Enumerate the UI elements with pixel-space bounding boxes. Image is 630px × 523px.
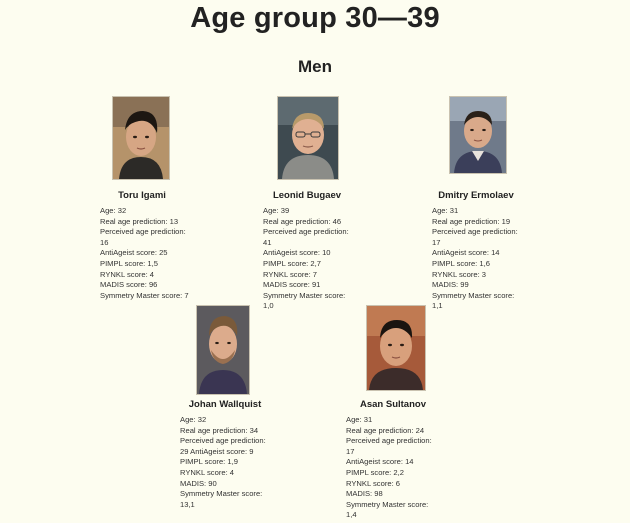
- portrait-photo: [196, 305, 250, 395]
- stat-line: Real age prediction: 46: [263, 216, 342, 226]
- stat-line: MADIS: 90: [180, 478, 217, 488]
- stat-line: RYNKL score: 4: [100, 269, 155, 279]
- stat-line: Real age prediction: 19: [432, 216, 511, 226]
- portrait-photo: [366, 305, 426, 391]
- stat-line: PIMPL score: 2,2: [346, 467, 404, 477]
- stat-line: Age: 31: [432, 206, 459, 215]
- person-stats: [432, 206, 524, 312]
- stat-line: Symmetry Master score: 13,1: [180, 489, 263, 509]
- page-title: Age group 30—39: [190, 2, 440, 34]
- portrait-photo: [449, 96, 507, 174]
- stat-line: Perceived age prediction: 29 AntiAgeist score: 9: [180, 436, 266, 456]
- stat-line: Real age prediction: 34: [180, 425, 259, 435]
- stat-line: MADIS: 99: [432, 280, 469, 290]
- person-name: Dmitry Ermolaev: [438, 190, 514, 201]
- stat-line: Symmetry Master score: 7: [100, 290, 189, 300]
- stat-line: Age: 31: [346, 415, 373, 424]
- stat-line: PIMPL score: 1,5: [100, 258, 158, 268]
- stat-line: Perceived age prediction: 17: [346, 436, 432, 456]
- person-name: Johan Wallquist: [188, 399, 262, 410]
- stat-line: Age: 39: [263, 206, 290, 215]
- stat-line: Real age prediction: 13: [100, 216, 179, 226]
- stat-line: RYNKL score: 4: [180, 467, 235, 477]
- stat-line: RYNKL score: 6: [346, 478, 401, 488]
- stat-line: Perceived age prediction: 41: [263, 227, 349, 247]
- portrait-photo: [112, 96, 170, 180]
- stat-line: Symmetry Master score: 1,4: [346, 499, 429, 520]
- stat-line: AntiAgeist score: 14: [346, 457, 414, 467]
- stat-line: Symmetry Master score: 1,1: [432, 290, 515, 311]
- stat-line: MADIS: 98: [346, 489, 383, 499]
- stat-line: Perceived age prediction: 17: [432, 227, 518, 247]
- stat-line: Age: 32: [180, 415, 207, 424]
- stat-line: Real age prediction: 24: [346, 425, 425, 435]
- stat-line: AntiAgeist score: 10: [263, 248, 331, 258]
- person-stats: [346, 415, 438, 521]
- person-name: Asan Sultanov: [360, 399, 426, 410]
- person-stats: [180, 415, 272, 510]
- stat-line: AntiAgeist score: 14: [432, 248, 500, 258]
- stat-line: AntiAgeist score: 25: [100, 248, 168, 258]
- person-stats: [263, 206, 355, 312]
- person-name: Leonid Bugaev: [272, 190, 342, 201]
- stat-line: Symmetry Master score: 1,0: [263, 290, 346, 311]
- stat-line: Age: 32: [100, 206, 127, 215]
- stat-line: PIMPL score: 2,7: [263, 258, 321, 268]
- stat-line: RYNKL score: 3: [432, 269, 487, 279]
- person-stats: [100, 206, 192, 301]
- section-title: Men: [298, 57, 332, 76]
- stat-line: MADIS score: 91: [263, 280, 321, 290]
- stat-line: Perceived age prediction: 16: [100, 227, 186, 247]
- portrait-photo: [277, 96, 339, 180]
- stat-line: MADIS score: 96: [100, 280, 158, 290]
- stat-line: PIMPL score: 1,6: [432, 258, 490, 268]
- person-name: Toru Igami: [118, 190, 166, 201]
- stat-line: PIMPL score: 1,9: [180, 457, 238, 467]
- stat-line: RYNKL score: 7: [263, 269, 318, 279]
